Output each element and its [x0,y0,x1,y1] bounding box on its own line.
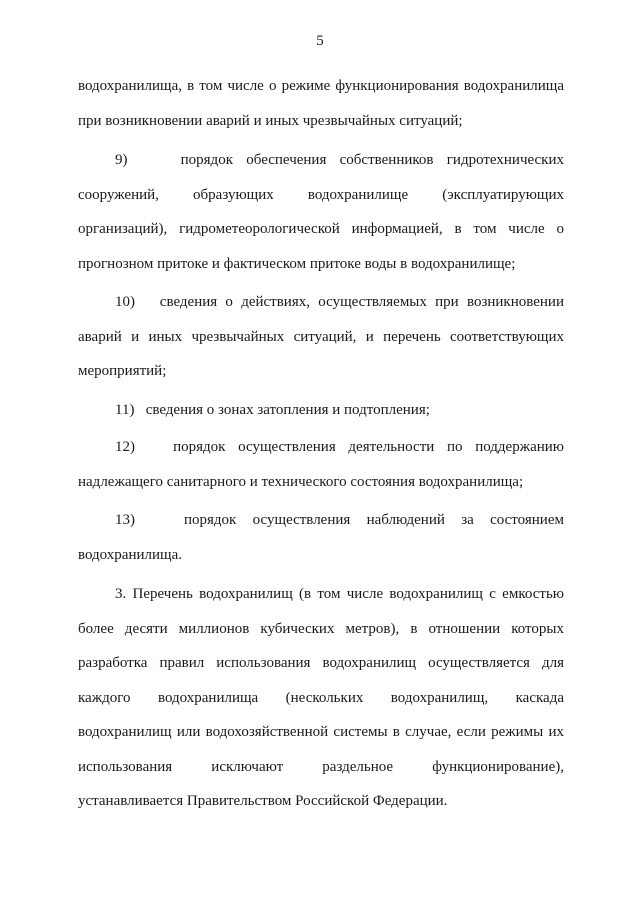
text-line: 12) порядок осуществления деятельности по поддержанию [115,439,564,455]
text-line: 9) порядок обеспечения собственников гидротехнических [115,152,564,168]
text-line: водохранилища, в том числе о режиме функционирования водохранилища [78,78,564,94]
text-line: надлежащего санитарного и технического состояния водохранилища; [78,473,524,490]
text-line: при возникновении аварий и иных чрезвычайных ситуаций; [78,112,463,129]
text-line: водохранилищ или водохозяйственной системы в случае, если режимы их [78,724,564,740]
text-line: 11) сведения о зонах затопления и подтопления; [115,401,430,418]
paragraph-item-10 [78,285,564,389]
paragraph-item-13 [78,503,564,572]
document-body [78,69,564,819]
paragraph-item-12 [78,430,564,499]
text-line: водохранилища. [78,546,182,563]
text-line: устанавливается Правительством Российской Федерации. [78,793,448,809]
text-line: 3. Перечень водохранилищ (в том числе водохранилищ с емкостью [115,586,564,602]
text-line: 13) порядок осуществления наблюдений за состоянием [115,512,564,528]
text-line: сооружений, образующих водохранилище (эксплуатирующих [78,186,564,203]
text-line: мероприятий; [78,363,167,379]
text-line: аварий и иных чрезвычайных ситуаций, и перечень соответствующих [78,328,564,345]
text-line: использования исключают раздельное функционирование), [78,758,564,775]
text-line: 10) сведения о действиях, осуществляемых при возникновении [115,294,564,310]
text-line: более десяти миллионов кубических метров), в отношении которых [78,620,564,637]
paragraph-regime-continuation [78,69,564,138]
paragraph-section-3 [78,577,564,819]
paragraph-item-11 [78,393,564,428]
page-number: 5 [316,33,324,49]
text-line: прогнозном притоке и фактическом притоке воды в водохранилище; [78,255,516,272]
text-line: каждого водохранилища (нескольких водохранилищ, каскада [78,689,564,706]
paragraph-item-9 [78,143,564,281]
text-line: разработка правил использования водохранилищ осуществляется для [78,655,564,671]
text-line: организаций), гидрометеорологической информацией, в том числе о [78,221,564,237]
